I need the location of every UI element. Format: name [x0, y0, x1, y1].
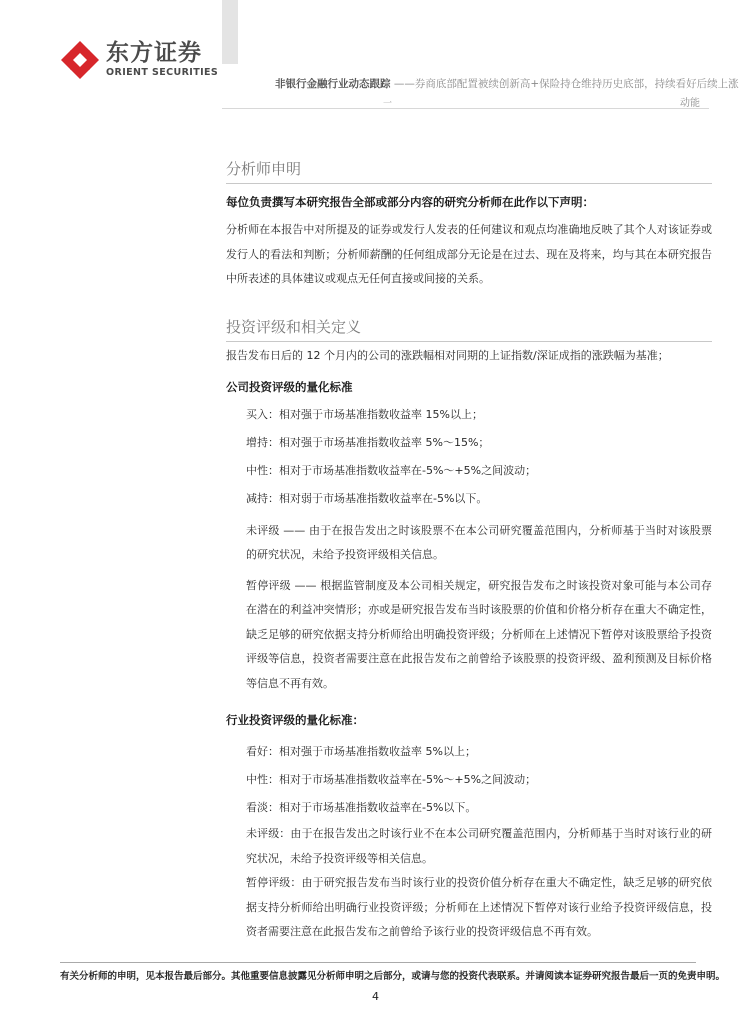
page-number: 4 [372, 990, 379, 1003]
company-rating-title: 公司投资评级的量化标准 [226, 379, 353, 394]
company-suspended: 暂停评级 —— 根据监管制度及本公司相关规定，研究报告发布之时该投资对象可能与本公司存在潜在的利益冲突情形；亦或是研究报告发布当时该股票的价值和价格分析存在重大不确定性，缺乏足够的研究依据支持分析师给出明确投资评级；分析师在上述情况下暂停对该股票给予投资评级等信息，投资者需要注意在此报告发布之前曾给予该股票的投资评级、盈利预测及目标价格等信息不再有效。 [246, 578, 712, 690]
company-logo [60, 40, 218, 80]
ratings-section [226, 316, 712, 945]
header-accent-band [222, 0, 238, 64]
analyst-statement-section [226, 158, 712, 292]
section-heading: 投资评级和相关定义 [226, 316, 712, 342]
company-not-rated: 未评级 —— 由于在报告发出之时该股票不在本公司研究覆盖范围内，分析师基于当时对该股票的研究状况，未给予投资评级相关信息。 [246, 523, 712, 561]
industry-rating-item: 看淡：相对于市场基准指数收益率在-5%以下。 [246, 801, 477, 814]
company-rating-item: 中性：相对于市场基准指数收益率在-5%～+5%之间波动； [246, 463, 537, 477]
report-title-dash: 一 [383, 99, 393, 109]
industry-rating-item: 看好：相对强于市场基准指数收益率 5%以上； [246, 745, 476, 758]
industry-rating-item: 中性：相对于市场基准指数收益率在-5%～+5%之间波动； [246, 773, 537, 786]
footer-divider [60, 962, 696, 963]
header-divider [222, 108, 709, 109]
report-title-continued: 动能 [680, 98, 700, 109]
company-rating-item: 买入：相对强于市场基准指数收益率 15%以上； [246, 407, 483, 421]
industry-rating-title: 行业投资评级的量化标准： [226, 713, 364, 727]
logo-chinese-name: 东方证券 [106, 40, 202, 67]
company-rating-item: 减持：相对弱于市场基准指数收益率在-5%以下。 [246, 491, 488, 505]
analyst-paragraph: 分析师在本报告中对所提及的证券或发行人发表的任何建议和观点均准确地反映了其个人对该证券或发行人的看法和判断；分析师薪酬的任何组成部分无论是在过去、现在及将来，均与其在本研究报告中所表述的具体建议或观点无任何直接或间接的关系。 [226, 223, 712, 285]
footer-disclaimer: 有关分析师的申明，见本报告最后部分。其他重要信息披露见分析师申明之后部分，或请与您的投资代表联系。并请阅读本证券研究报告最后一页的免责申明。 [60, 971, 726, 982]
industry-not-rated: 未评级：由于在报告发出之时该行业不在本公司研究覆盖范围内，分析师基于当时对该行业的研究状况，未给予投资评级等相关信息。 [246, 827, 712, 865]
section-heading: 分析师申明 [226, 158, 712, 184]
ratings-intro: 报告发布日后的 12 个月内的公司的涨跌幅相对同期的上证指数/深证成指的涨跌幅为基准； [226, 349, 669, 362]
company-rating-item: 增持：相对强于市场基准指数收益率 5%～15%； [246, 435, 490, 449]
analyst-declaration: 每位负责撰写本研究报告全部或部分内容的研究分析师在此作以下声明： [226, 195, 594, 209]
orient-logo-icon [60, 40, 100, 80]
report-header-title [275, 76, 739, 91]
industry-suspended: 暂停评级：由于研究报告发布当时该行业的投资价值分析存在重大不确定性，缺乏足够的研究依据支持分析师给出明确行业投资评级；分析师在上述情况下暂停对该行业给予投资评级信息，投资者需要注意在此报告发布之前曾给予该行业的投资评级信息不再有效。 [246, 876, 712, 938]
report-title: ——券商底部配置被续创新高+保险持仓维持历史底部，持续看好后续上涨 [393, 78, 739, 90]
logo-english-name: ORIENT SECURITIES [106, 67, 219, 79]
report-type: 非银行金融行业动态跟踪 [275, 78, 391, 90]
